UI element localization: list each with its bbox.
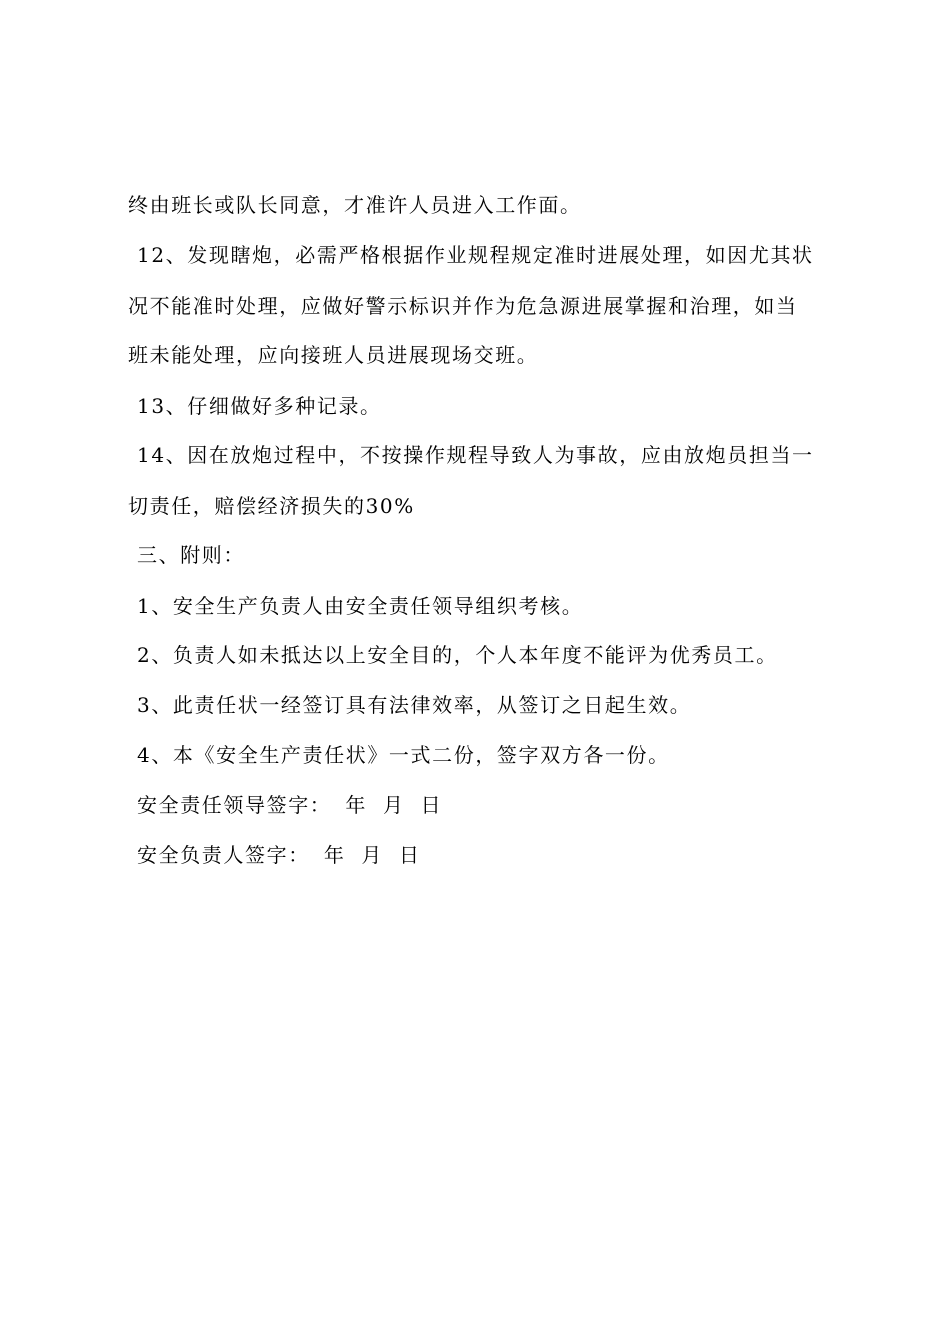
signature-label: 安全责任领导签字： (137, 793, 332, 817)
signature-day: 日 (399, 843, 421, 867)
paragraph-line: 班未能处理，应向接班人员进展现场交班。 (128, 343, 539, 367)
signature-label: 安全负责人签字： (137, 843, 310, 867)
paragraph-line: 14、因在放炮过程中，不按操作规程导致人为事故，应由放炮员担当一 (137, 443, 814, 467)
paragraph-line: 12、发现瞎炮，必需严格根据作业规程规定准时进展处理，如因尤其状 (137, 243, 814, 267)
signature-year: 年 (345, 793, 368, 817)
paragraph-line: 13、仔细做好多种记录。 (137, 394, 382, 418)
signature-line-leader (137, 793, 842, 817)
paragraph-line: 2、负责人如未抵达以上安全目的，个人本年度不能评为优秀员工。 (137, 643, 778, 667)
paragraph-line: 终由班长或队长同意，才准许人员进入工作面。 (128, 193, 582, 217)
signature-month: 月 (361, 843, 384, 867)
paragraph-line: 况不能准时处理，应做好警示标识并作为危急源进展掌握和治理，如当 (128, 294, 798, 318)
signature-month: 月 (383, 793, 405, 817)
paragraph-line: 4、本《安全生产责任状》一式二份，签字双方各一份。 (137, 743, 670, 767)
paragraph-line: 1、安全生产负责人由安全责任领导组织考核。 (137, 594, 584, 618)
signature-line-manager (137, 843, 842, 867)
section-heading: 三、附则： (137, 543, 245, 567)
paragraph-line: 切责任，赔偿经济损失的30% (128, 494, 415, 518)
signature-year: 年 (323, 843, 346, 867)
signature-day: 日 (420, 793, 443, 817)
paragraph-line: 3、此责任状一经签订具有法律效率，从签订之日起生效。 (137, 693, 692, 717)
